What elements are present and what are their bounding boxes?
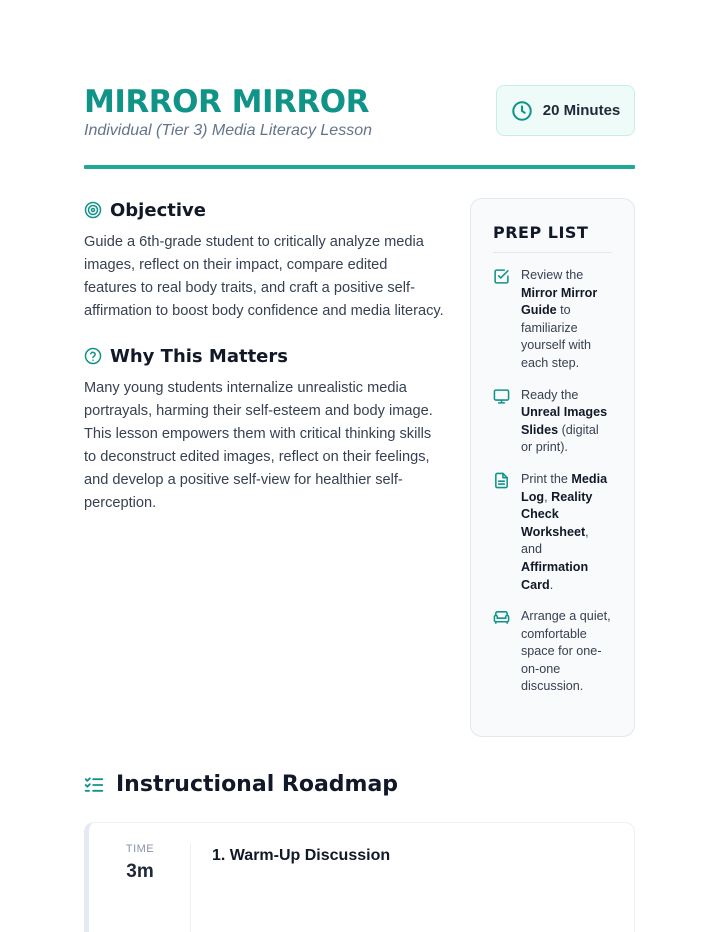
- prep-list-title: PREP LIST: [493, 223, 612, 253]
- prep-item: [493, 608, 612, 696]
- prep-list-card: [470, 198, 635, 737]
- checkbox-icon: [493, 268, 510, 285]
- time-value: 3m: [126, 861, 154, 882]
- why-heading: [84, 344, 444, 368]
- roadmap-step-card: [84, 822, 635, 932]
- time-label: TIME: [125, 843, 155, 855]
- lesson-header: [84, 84, 635, 170]
- document-icon: [493, 472, 510, 489]
- roadmap-heading-text: Instructional Roadmap: [116, 772, 399, 797]
- prep-item: [493, 267, 612, 373]
- why-text: Many young students internalize unrealistic media portrayals, harming their self-esteem and body image. This lesson empowers them with critical thinking skills to deconstruct edited images, reflect on their feelings, and develop a positive self-view for healthier self-perception.: [84, 380, 433, 511]
- clock-icon: [511, 100, 533, 122]
- duration-badge: [496, 85, 635, 136]
- question-icon: [84, 347, 102, 365]
- header-divider: [84, 165, 635, 169]
- prep-item: [493, 471, 612, 594]
- prep-item-text: Arrange a quiet, comfortable space for one-on-one discussion.: [521, 609, 611, 694]
- monitor-icon: [493, 388, 510, 405]
- main-content: [84, 198, 444, 515]
- lesson-title: MIRROR MIRROR: [84, 84, 369, 120]
- roadmap-heading: [84, 772, 398, 797]
- checklist-icon: [84, 775, 104, 795]
- prep-item: [493, 387, 612, 457]
- step-divider: [190, 843, 191, 932]
- prep-item-text: Print the Media Log, Reality Check Worksheet, and Affirmation Card.: [521, 471, 608, 592]
- lesson-subtitle: Individual (Tier 3) Media Literacy Lesson: [84, 122, 372, 139]
- step-title: 1. Warm-Up Discussion: [212, 847, 391, 864]
- objective-heading: [84, 198, 444, 222]
- objective-text: Guide a 6th-grade student to critically analyze media images, reflect on their impact, compare edited features to real body traits, and craft a positive self-affirmation to boost body confidence and media literacy.: [84, 234, 444, 319]
- target-icon: [84, 201, 102, 219]
- duration-text: 20 Minutes: [542, 102, 621, 119]
- sofa-icon: [493, 609, 510, 626]
- why-heading-text: Why This Matters: [110, 345, 288, 367]
- prep-item-text: Ready the Unreal Images Slides (digital or print).: [521, 387, 608, 455]
- step-time: [109, 843, 171, 883]
- prep-item-text: Review the Mirror Mirror Guide to familiarize yourself with each step.: [521, 268, 598, 370]
- objective-heading-text: Objective: [110, 199, 206, 221]
